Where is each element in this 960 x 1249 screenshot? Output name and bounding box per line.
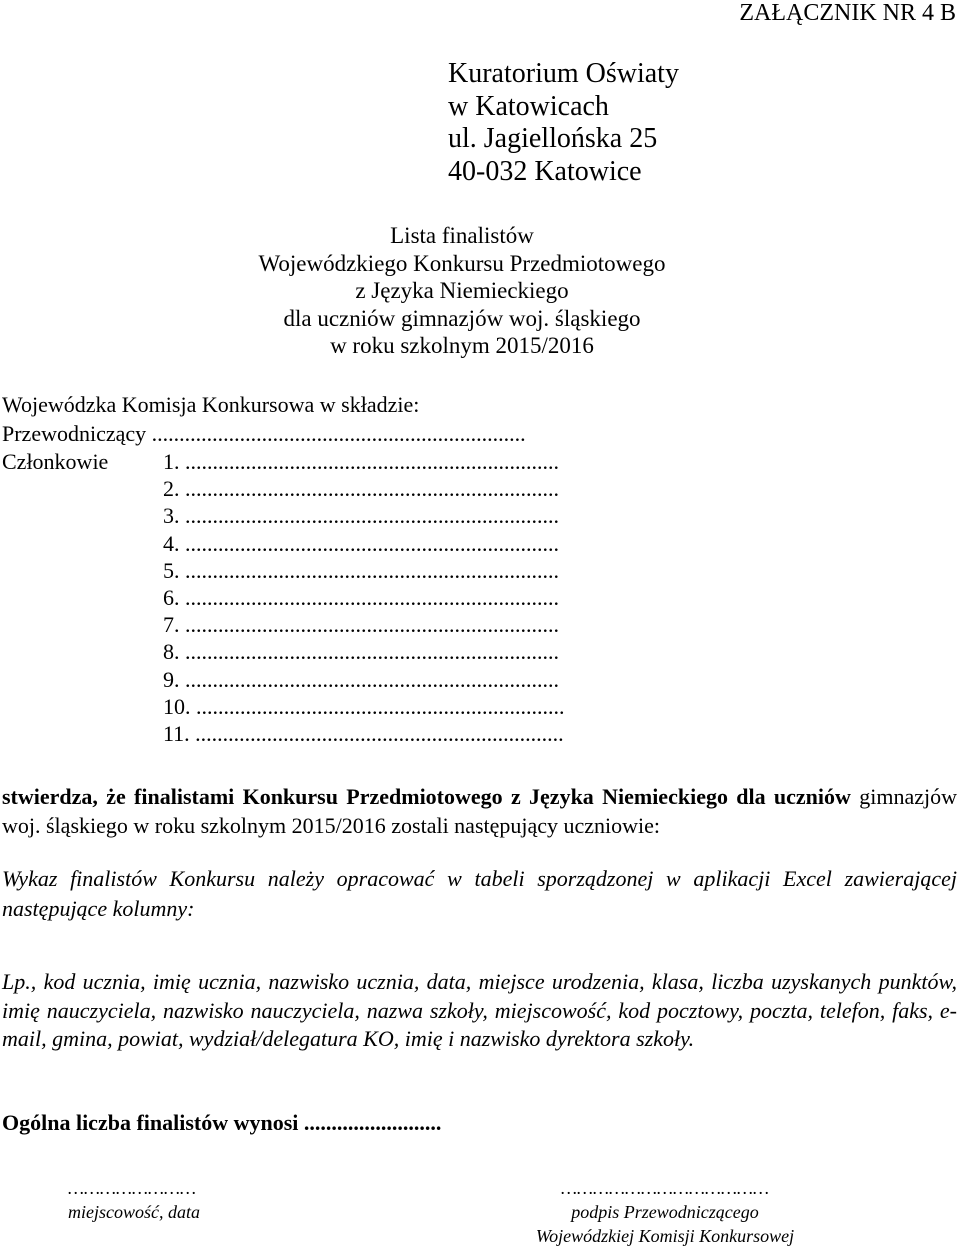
member-row <box>2 448 565 475</box>
member-row <box>2 584 565 611</box>
member-row <box>2 666 565 693</box>
place-date-signature <box>68 1176 200 1224</box>
member-row <box>2 611 565 638</box>
member-field: 5. .................................................................... <box>163 557 559 583</box>
instruction-paragraph: Wykaz finalistów Konkursu należy opracować w tabeli sporządzonej w aplikacji Excel zawierającej następujące kolumny: <box>2 866 957 921</box>
title-line: z Języka Niemieckiego <box>355 278 569 303</box>
chair-field: Przewodniczący .................................................................... <box>2 421 526 446</box>
member-field: 11. ................................................................... <box>163 721 564 747</box>
member-row <box>2 693 565 720</box>
title-line: dla uczniów gimnazjów woj. śląskiego <box>283 305 641 331</box>
signature-caption: podpis Przewodniczącego <box>571 1202 759 1222</box>
member-field: 7. .................................................................... <box>163 612 559 638</box>
title-line: w roku szkolnym 2015/2016 <box>330 333 594 358</box>
member-field: 4. .................................................................... <box>163 530 559 556</box>
columns-list: Lp., kod ucznia, imię ucznia, nazwisko ucznia, data, miejsce urodzenia, klasa, liczba uzyskanych punktów, imię nauczyciela, nazwisko nauczyciela, nazwa szkoły, miejscowość, kod pocztowy, poczta, telefon, faks, e-mail, gmina, powiat, wydział/delegatura KO, imię i nazwisko dyrektora szkoły. <box>2 969 957 1051</box>
member-row <box>2 557 565 584</box>
member-field: 10. ................................................................... <box>163 693 565 719</box>
statement-paragraph <box>2 782 957 840</box>
member-row <box>2 720 565 747</box>
commission-heading: Wojewódzka Komisja Konkursowa w składzie: <box>2 392 420 417</box>
title-line: Wojewódzkiego Konkursu Przedmiotowego <box>258 250 666 276</box>
member-field: 2. .................................................................... <box>163 476 559 502</box>
member-field: 6. .................................................................... <box>163 585 559 611</box>
member-field: 3. .................................................................... <box>163 503 559 529</box>
address-line: 40-032 Katowice <box>448 155 642 187</box>
signature-dots: ………………………………… <box>560 1178 770 1198</box>
member-row <box>2 502 565 529</box>
recipient-address <box>448 58 679 188</box>
commission-header <box>2 390 526 448</box>
signature-caption: miejscowość, data <box>68 1202 200 1222</box>
signature-caption: Wojewódzkiej Komisji Konkursowej <box>535 1226 795 1246</box>
total-finalists: Ogólna liczba finalistów wynosi ......................... <box>2 1110 442 1135</box>
document-title <box>0 222 924 360</box>
member-field: 9. .................................................................... <box>163 666 559 692</box>
statement-bold: stwierdza, że finalistami Konkursu Przedmiotowego z Języka Niemieckiego dla uczniów <box>2 784 851 809</box>
chair-signature <box>510 1176 820 1248</box>
members-label: Członkowie <box>2 449 109 474</box>
member-row <box>2 530 565 557</box>
member-field: 8. .................................................................... <box>163 639 559 665</box>
member-field: 1. .................................................................... <box>163 449 559 474</box>
member-row <box>2 475 565 502</box>
address-line: ul. Jagiellońska 25 <box>448 123 658 154</box>
attachment-label: ZAŁĄCZNIK NR 4 B <box>739 0 956 26</box>
address-line: w Katowicach <box>448 90 609 122</box>
member-row <box>2 638 565 665</box>
signature-dots: …………………… <box>68 1178 197 1198</box>
members-list <box>2 448 565 747</box>
address-line: Kuratorium Oświaty <box>448 58 679 89</box>
title-line: Lista finalistów <box>390 223 534 248</box>
statement-normal: gimnazjów woj. śląskiego w roku szkolnym 2015/2016 zostali następujący uczniowie: <box>2 784 957 838</box>
